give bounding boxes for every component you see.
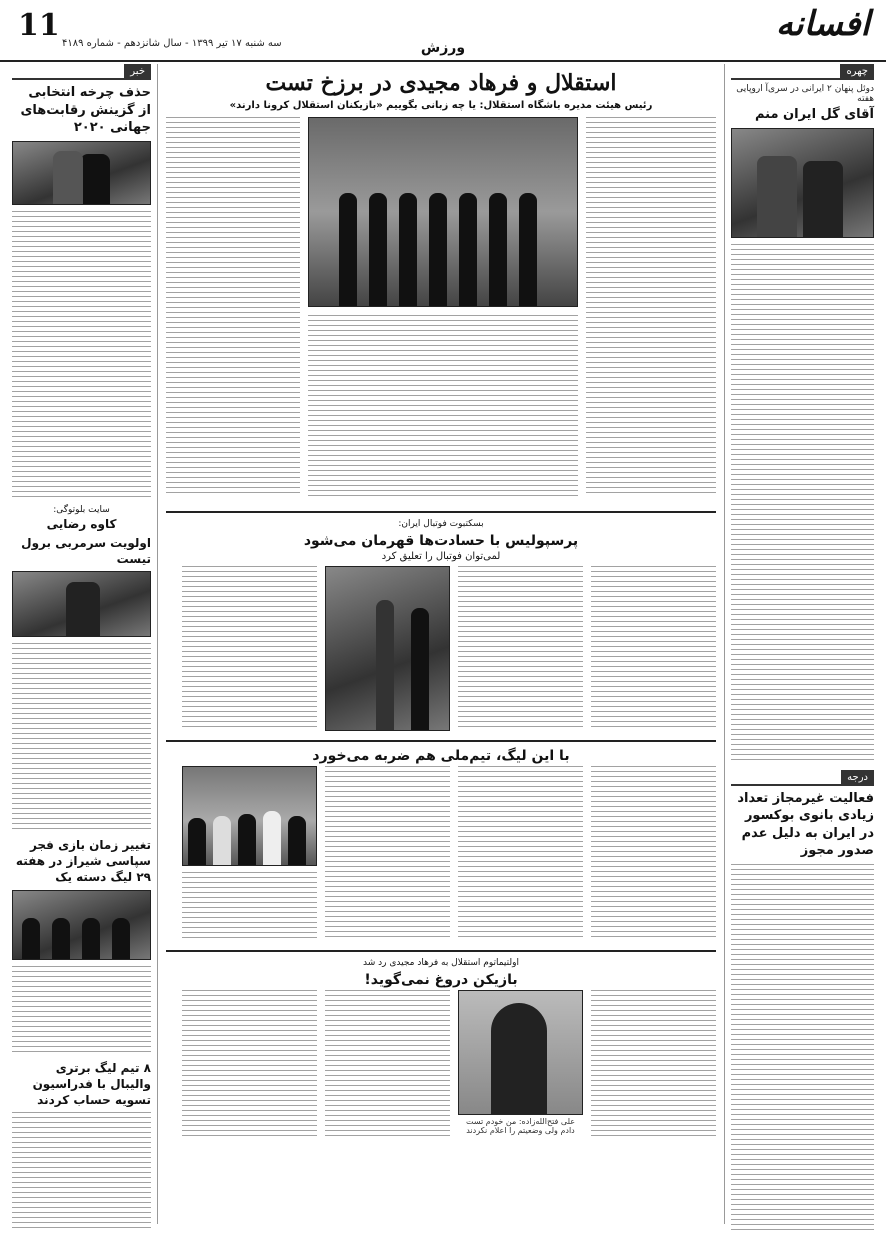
masthead [0, 0, 886, 62]
divider-2 [166, 740, 716, 742]
article-2-col-2 [458, 566, 583, 731]
article-3-col-2 [458, 766, 583, 941]
article-4-kicker: اولتیماتوم استقلال به فرهاد مجیدی رد شد [363, 958, 519, 968]
article-1-col-center [308, 315, 578, 497]
article-2 [166, 566, 716, 734]
article-3-col-4 [182, 766, 317, 944]
right-column [724, 64, 874, 1224]
portrait-caption: علی فتح‌الله‌زاده: من خودم تست دادم ولی وضعیتم را اعلام نکردند [466, 1117, 575, 1135]
article-4-headline: بازیکن دروغ نمی‌گوید! [364, 972, 518, 988]
left-column [12, 64, 158, 1224]
right-headline-2: فعالیت غیرمجاز تعداد زیادی بانوی بوکسور در ایران به دلیل عدم صدور مجوز [737, 790, 874, 859]
article-4-col-2 [325, 990, 450, 1138]
article-4-col-1 [591, 990, 716, 1138]
right-article-2-body [731, 864, 874, 1233]
tag-daraje: درجه [841, 770, 874, 785]
article-4-photo-wrap [458, 990, 583, 1140]
left-headline-4: ۸ تیم لیگ برتری والیبال با فدراسیون تسویه حساب کردند [32, 1060, 151, 1107]
right-kicker-1: دوئل پنهان ۲ ایرانی در سری‌آ اروپایی هفته [736, 84, 874, 104]
article-2-col-3 [182, 566, 317, 731]
article-3-col-4-text [182, 872, 317, 940]
portrait-photo [458, 990, 583, 1115]
main-headline: استقلال و فرهاد مجیدی در برزخ تست [265, 70, 617, 96]
left-article-4-body [12, 1112, 151, 1232]
left-article-2-body [12, 643, 151, 833]
article-2-col-1 [591, 566, 716, 731]
article-1-center [308, 117, 578, 505]
players-photo [731, 128, 874, 238]
article-2-headline: پرسپولیس با حسادت‌ها قهرمان می‌شود [303, 533, 579, 549]
main-column [166, 64, 716, 1224]
article-1-col-right [166, 117, 300, 497]
author-name: کاوه رضایی [46, 516, 117, 531]
wrestling-photo [12, 141, 151, 205]
article-3-headline: با این لیگ، تیم‌ملی هم ضربه می‌خورد [312, 748, 570, 764]
training-photo [308, 117, 578, 307]
coach-photo [12, 571, 151, 637]
ceremony-photo [325, 566, 450, 731]
article-4-col-3 [182, 990, 317, 1138]
left-headline-1: حذف چرخه انتخابی از گزینش رقابت‌های جهانی ۲۰۲۰ [20, 85, 151, 136]
article-3-col-3-wrap [325, 766, 450, 944]
left-article-1-body [12, 211, 151, 501]
article-2-kicker: بسکتبوت فوتبال ایران: [398, 519, 484, 529]
divider-3 [166, 950, 716, 952]
article-3 [166, 766, 716, 944]
divider-1 [166, 511, 716, 513]
article-3-col-3 [325, 766, 450, 941]
article-1 [166, 117, 716, 505]
author-label: سایت بلوتوگی: [53, 504, 110, 515]
left-headline-2: اولویت سرمربی برول تیست [21, 535, 151, 566]
right-tagbar-2 [731, 770, 874, 786]
team-photo-left [12, 890, 151, 960]
newspaper-logo: افسانه [775, 4, 870, 44]
article-4 [166, 990, 716, 1140]
football-match-photo [182, 766, 317, 866]
page-number: 11 [18, 8, 60, 43]
left-headline-3: تغییر زمان بازی فجر سپاسی شیراز در هفته ۲۹ لیگ دسته یک [15, 838, 151, 885]
section-title: ورزش [420, 40, 466, 56]
article-2-subheadline: لمی‌توان فوتبال را تعلیق کرد [381, 551, 501, 562]
dateline: سه شنبه ۱۷ تیر ۱۳۹۹ - سال شانزدهم - شماره ۴۱۸۹ [62, 38, 282, 49]
main-subheadline: رئیس هیئت مدیره باشگاه استقلال: یا چه زبانی بگوییم «بازیکنان استقلال کرونا دارند» [229, 100, 653, 111]
right-article-1-body [731, 244, 874, 764]
tag-chehre: چهره [840, 64, 874, 79]
tag-khabar: خبر [124, 64, 151, 79]
left-tagbar [12, 64, 151, 80]
article-3-col-1 [591, 766, 716, 941]
right-headline-1: آقای گل ایران منم [754, 107, 874, 122]
right-tagbar-1 [731, 64, 874, 80]
article-1-col-left [586, 117, 716, 497]
left-article-3-body [12, 966, 151, 1056]
